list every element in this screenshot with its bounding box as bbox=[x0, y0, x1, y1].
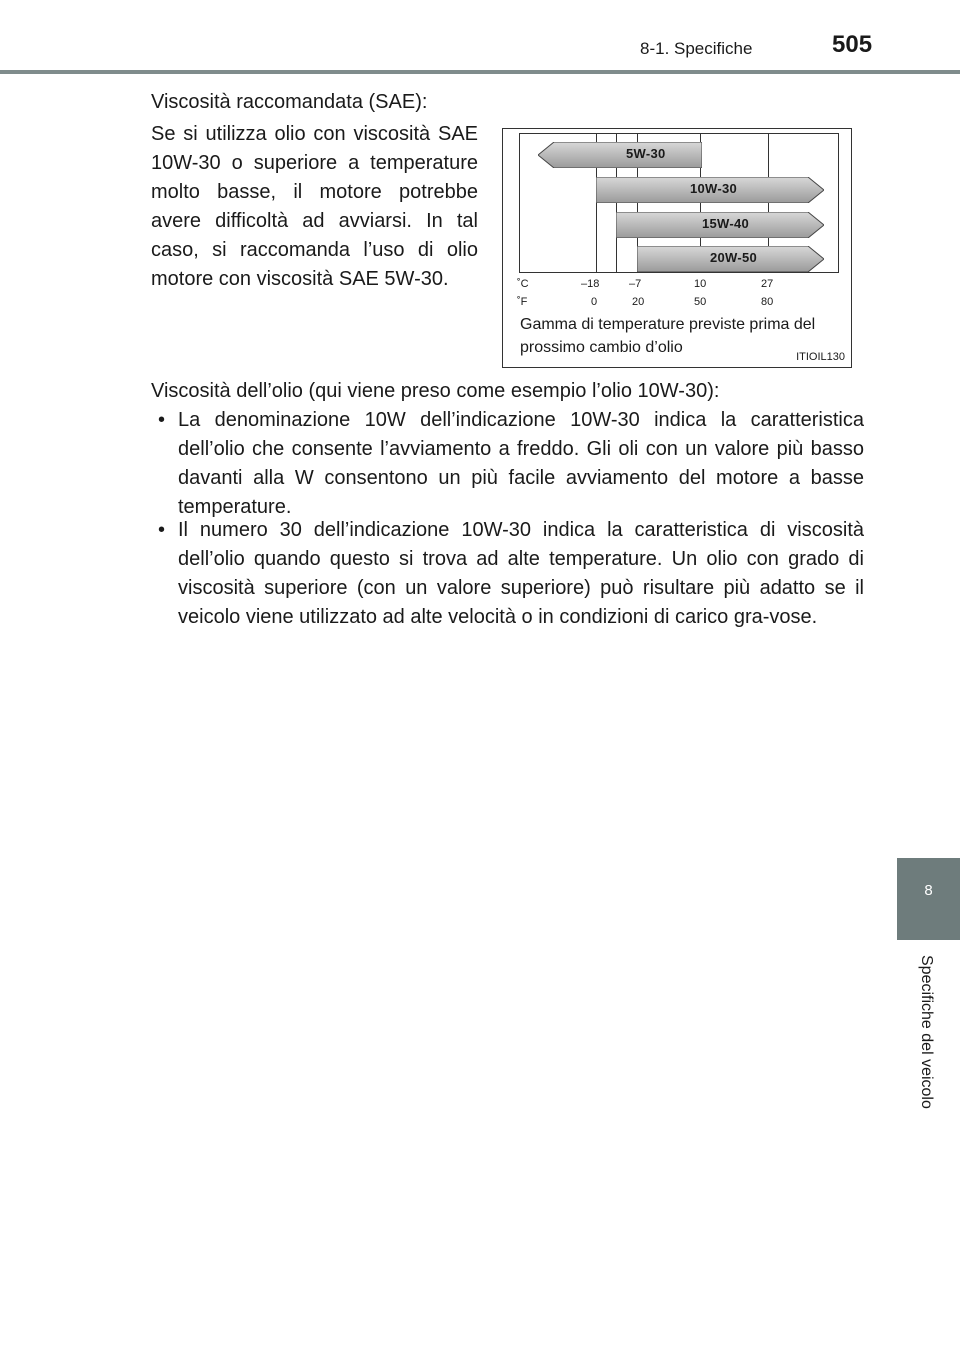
fahrenheit-unit: ˚F bbox=[517, 296, 528, 308]
page-number: 505 bbox=[832, 31, 873, 58]
grade-label: 20W-50 bbox=[710, 250, 758, 265]
grade-label: 15W-40 bbox=[702, 216, 750, 231]
recommended-viscosity-text: Se si utilizza olio con viscosità SAE 10W-30 o superiore a temperature molto basse, il motore potrebbe avere difficoltà ad avviarsi. In tal caso, si raccomanda l’uso di olio motore con viscosità SAE 5W-30. bbox=[151, 123, 478, 290]
viscosity-temperature-figure bbox=[502, 128, 852, 368]
list-item-text: Il numero 30 dell’indicazione 10W-30 indica la caratteristica di viscosità dell’olio quando questo si trova ad alte temperature. Un olio con grado di viscosità superiore (con un valore superiore) può risultare più adatto se il veicolo viene utilizzato ad alte velocità o in condizioni di carico gra-vose. bbox=[178, 519, 864, 628]
chapter-tab[interactable] bbox=[897, 858, 960, 940]
header-divider bbox=[0, 70, 960, 74]
grade-5w30-arrow bbox=[538, 142, 702, 168]
celsius-tick: –18 bbox=[581, 278, 600, 290]
celsius-tick: 10 bbox=[694, 278, 707, 290]
grade-label: 10W-30 bbox=[690, 181, 738, 196]
list-item bbox=[158, 516, 864, 632]
list-item-text: La denominazione 10W dell’indicazione 10W-30 indica la caratteristica dell’olio che consente l’avviamento a freddo. Gli oli con un valore più basso davanti alla W consentono un più facile avviamento del motore a basse temperature. bbox=[178, 409, 864, 518]
celsius-tick: 27 bbox=[761, 278, 774, 290]
chapter-number: 8 bbox=[924, 882, 933, 899]
fahrenheit-tick: 50 bbox=[694, 296, 707, 308]
list-item bbox=[158, 406, 864, 522]
bullet-marker: • bbox=[158, 409, 166, 431]
celsius-tick: –7 bbox=[629, 278, 642, 290]
fahrenheit-tick: 20 bbox=[632, 296, 645, 308]
oil-viscosity-heading: Viscosità dell’olio (qui viene preso come esempio l’olio 10W-30): bbox=[151, 380, 720, 402]
section-title: 8-1. Specifiche bbox=[640, 39, 753, 58]
grade-label: 5W-30 bbox=[626, 146, 666, 161]
bullet-marker: • bbox=[158, 519, 166, 541]
figure-code: ITIOIL130 bbox=[796, 351, 845, 363]
recommended-viscosity-heading: Viscosità raccomandata (SAE): bbox=[151, 91, 428, 113]
chapter-label: Specifiche del veicolo bbox=[918, 955, 935, 1109]
fahrenheit-tick: 0 bbox=[591, 296, 598, 308]
temperature-grid bbox=[519, 133, 839, 273]
figure-caption: Gamma di temperature previste prima del prossimo cambio d’olio bbox=[520, 316, 816, 356]
celsius-unit: ˚C bbox=[517, 278, 529, 290]
fahrenheit-tick: 80 bbox=[761, 296, 774, 308]
